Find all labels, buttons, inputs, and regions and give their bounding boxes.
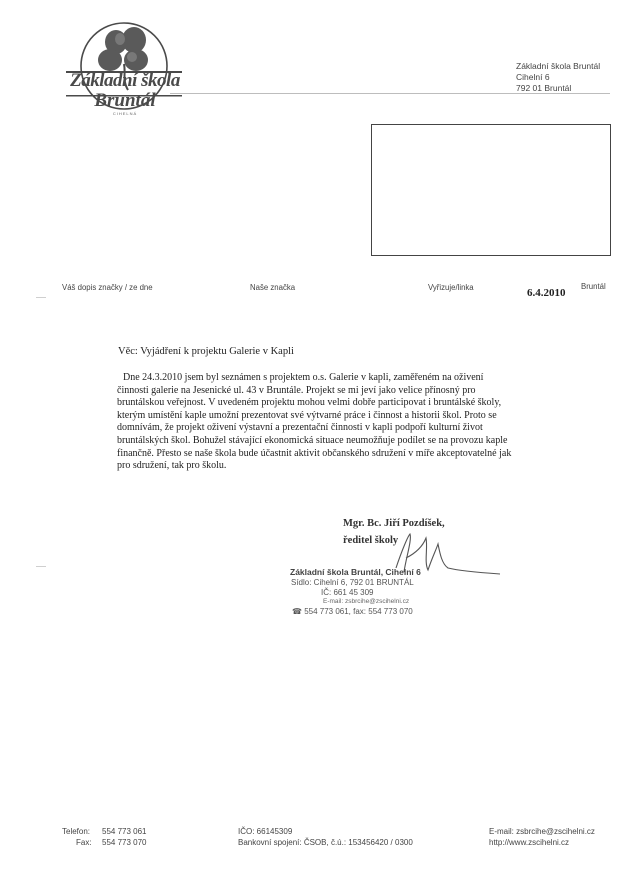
school-logo bbox=[58, 14, 188, 124]
letter-subject: Věc: Vyjádření k projektu Galerie v Kapli bbox=[118, 346, 294, 357]
body-line: činnosti galerie na Jesenické ul. 43 v Bruntále. Projekt se mi jeví jako velice přínosný pro bbox=[117, 384, 476, 396]
your-ref-label: Váš dopis značky / ze dne bbox=[62, 283, 153, 292]
body-line: Dne 24.3.2010 jsem byl seznámen s projektem o.s. Galerie v kapli, zaměřeném na oživení bbox=[123, 372, 484, 383]
body-line: domnívám, že projekt oživení výstavní a prezentační činnosti v kapli podpoří kulturní život bbox=[117, 422, 483, 434]
footer-email: E-mail: zsbrcihe@zscihelni.cz bbox=[489, 827, 595, 836]
fold-mark bbox=[36, 297, 46, 298]
stamp-email: E-mail: zsbrcihe@zscihelni.cz bbox=[323, 598, 410, 605]
body-line: finančně. Přesto se naše škola bude účastnit aktivit občanského sdružení v míře akceptovatelné jak bbox=[117, 447, 512, 459]
footer-phone-label: Telefon: bbox=[62, 827, 91, 836]
logo-title: Základní škola bbox=[70, 70, 180, 91]
header-divider bbox=[170, 93, 610, 94]
sender-name: Základní škola Bruntál bbox=[516, 61, 601, 71]
footer-phone: 554 773 061 bbox=[102, 827, 147, 836]
stamp-seat: Sídlo: Cihelní 6, 792 01 BRUNTÁL bbox=[291, 578, 414, 587]
logo-town: Bruntál bbox=[94, 90, 156, 111]
stamp-phone: ☎ 554 773 061, fax: 554 773 070 bbox=[292, 607, 413, 616]
sender-street: Cihelní 6 bbox=[516, 72, 550, 82]
body-line: kterým umístění kaple umožní prezentovat své výtvarné práce i činnost a historii škol. Proto se bbox=[117, 409, 497, 421]
logo-subtitle: CIHELNÁ bbox=[112, 111, 138, 116]
footer-bank: Bankovní spojení: ČSOB, č.ú.: 153456420 / 0300 bbox=[238, 838, 413, 847]
footer-web: http://www.zscihelni.cz bbox=[489, 838, 570, 847]
stamp-school-name: Základní škola Bruntál, Cihelní 6 bbox=[290, 567, 421, 577]
letter-body bbox=[117, 372, 617, 473]
signatory-name: Mgr. Bc. Jiří Pozdíšek, bbox=[343, 518, 445, 529]
stamp-ico: IČ: 661 45 309 bbox=[321, 588, 374, 597]
signatory-title: ředitel školy bbox=[343, 535, 399, 546]
footer-fax-label: Fax: bbox=[76, 838, 92, 847]
recipient-address-box bbox=[371, 124, 611, 256]
letter-date: 6.4.2010 bbox=[527, 287, 566, 299]
footer-ico: IČO: 66145309 bbox=[238, 827, 293, 836]
our-ref-label: Naše značka bbox=[250, 283, 296, 292]
sender-city: 792 01 Bruntál bbox=[516, 83, 572, 93]
fold-mark bbox=[36, 566, 46, 567]
body-line: bruntálských škol. Bohužel stávající ekonomická situace neumožňuje podílet se na provozu kaple bbox=[117, 434, 508, 446]
place-label: Bruntál bbox=[581, 282, 606, 291]
body-line: bruntálskou veřejnost. V uvedeném projektu mohou velmi dobře participovat i bruntálské školy, bbox=[117, 397, 502, 409]
body-line: pro sdružení, tak pro školu. bbox=[117, 460, 227, 472]
footer-fax: 554 773 070 bbox=[102, 838, 147, 847]
handled-by-label: Vyřizuje/linka bbox=[428, 283, 474, 292]
